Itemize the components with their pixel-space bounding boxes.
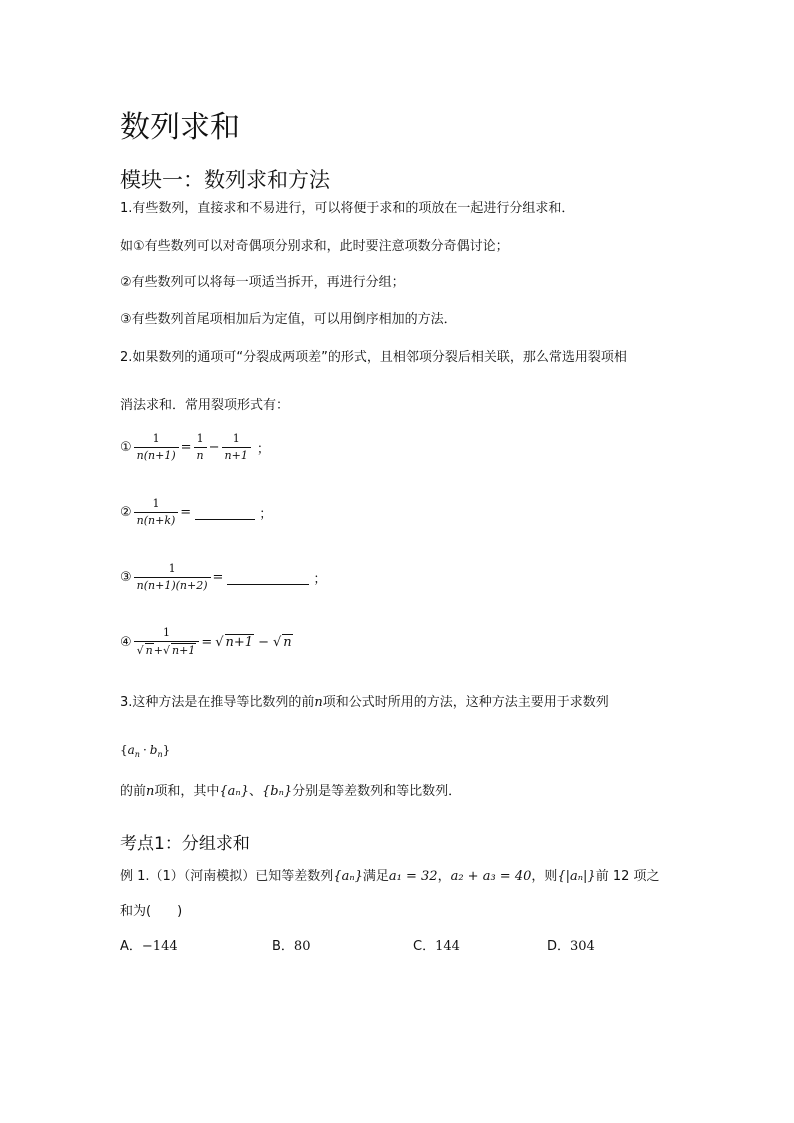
- formula-2: ② $\frac{1}{n(n+k)}$ = ；: [120, 497, 273, 527]
- formula-marker: ①: [120, 440, 132, 455]
- fraction: $\frac{1}{n(n+1)(n+2)}$: [134, 562, 211, 593]
- page-title: 数列求和: [120, 110, 240, 145]
- fraction: $\frac{1}{n(n+1)}$: [134, 432, 179, 463]
- option-b[interactable]: B．80: [272, 939, 311, 954]
- formula-4: ④ $\frac{1}{√ n+√ n+1}$ = √ n+1 − √ n: [120, 626, 292, 657]
- fraction: $\frac{1}{n+1}$: [222, 432, 251, 463]
- kaodian-heading: 考点1：分组求和: [120, 834, 250, 854]
- formula-1: ① $\frac{1}{n(n+1)}$ = $\frac{1}{n}$ − $\frac{1}{n+1}$ ；: [120, 432, 270, 462]
- example-1: 例 1.（1）（河南模拟）已知等差数列{aₙ}满足a₁ = 32，a₂ + a₃ = 40，则{|aₙ|}前 12 项之: [120, 869, 660, 884]
- paragraph-2-cont: 消法求和．常用裂项形式有：: [120, 398, 290, 413]
- paragraph-1: 1.有些数列，直接求和不易进行，可以将便于求和的项放在一起进行分组求和．: [120, 201, 575, 216]
- formula-marker: ③: [120, 570, 132, 585]
- paragraph-1-item-1: 如①有些数列可以对奇偶项分别求和，此时要注意项数分奇偶讨论；: [120, 239, 509, 254]
- formula-marker: ④: [120, 634, 132, 650]
- formula-3: ③ $\frac{1}{n(n+1)(n+2)}$ = ；: [120, 562, 327, 592]
- paragraph-2: 2.如果数列的通项可“分裂成两项差”的形式，且相邻项分裂后相关联，那么常选用裂项相: [120, 350, 627, 365]
- formula-marker: ②: [120, 505, 132, 520]
- answer-blank[interactable]: [195, 505, 255, 520]
- option-d[interactable]: D．304: [547, 939, 595, 954]
- paragraph-3-cont: 的前n项和，其中{aₙ}、{bₙ}分别是等差数列和等比数列．: [120, 784, 462, 799]
- example-1-cont: 和为( ): [120, 904, 183, 919]
- paragraph-1-item-3: ③有些数列首尾项相加后为定值，可以用倒序相加的方法．: [120, 312, 457, 327]
- option-a[interactable]: A．−144: [120, 939, 178, 954]
- paragraph-3: 3.这种方法是在推导等比数列的前n项和公式时所用的方法，这种方法主要用于求数列: [120, 695, 609, 710]
- module-heading: 模块一：数列求和方法: [120, 168, 330, 192]
- fraction: $\frac{1}{√ n+√ n+1}$: [134, 626, 200, 658]
- answer-blank[interactable]: [227, 570, 309, 585]
- sequence-product: $\{a_n \cdot b_n\}$: [120, 743, 171, 759]
- fraction: $\frac{1}{n}$: [194, 432, 207, 463]
- sqrt-term: √ n+1: [215, 635, 254, 650]
- paragraph-1-item-2: ②有些数列可以将每一项适当拆开，再进行分组；: [120, 275, 405, 290]
- fraction: $\frac{1}{n(n+k)}$: [134, 497, 179, 528]
- option-c[interactable]: C．144: [413, 939, 460, 954]
- sqrt-term: √ n: [272, 635, 292, 650]
